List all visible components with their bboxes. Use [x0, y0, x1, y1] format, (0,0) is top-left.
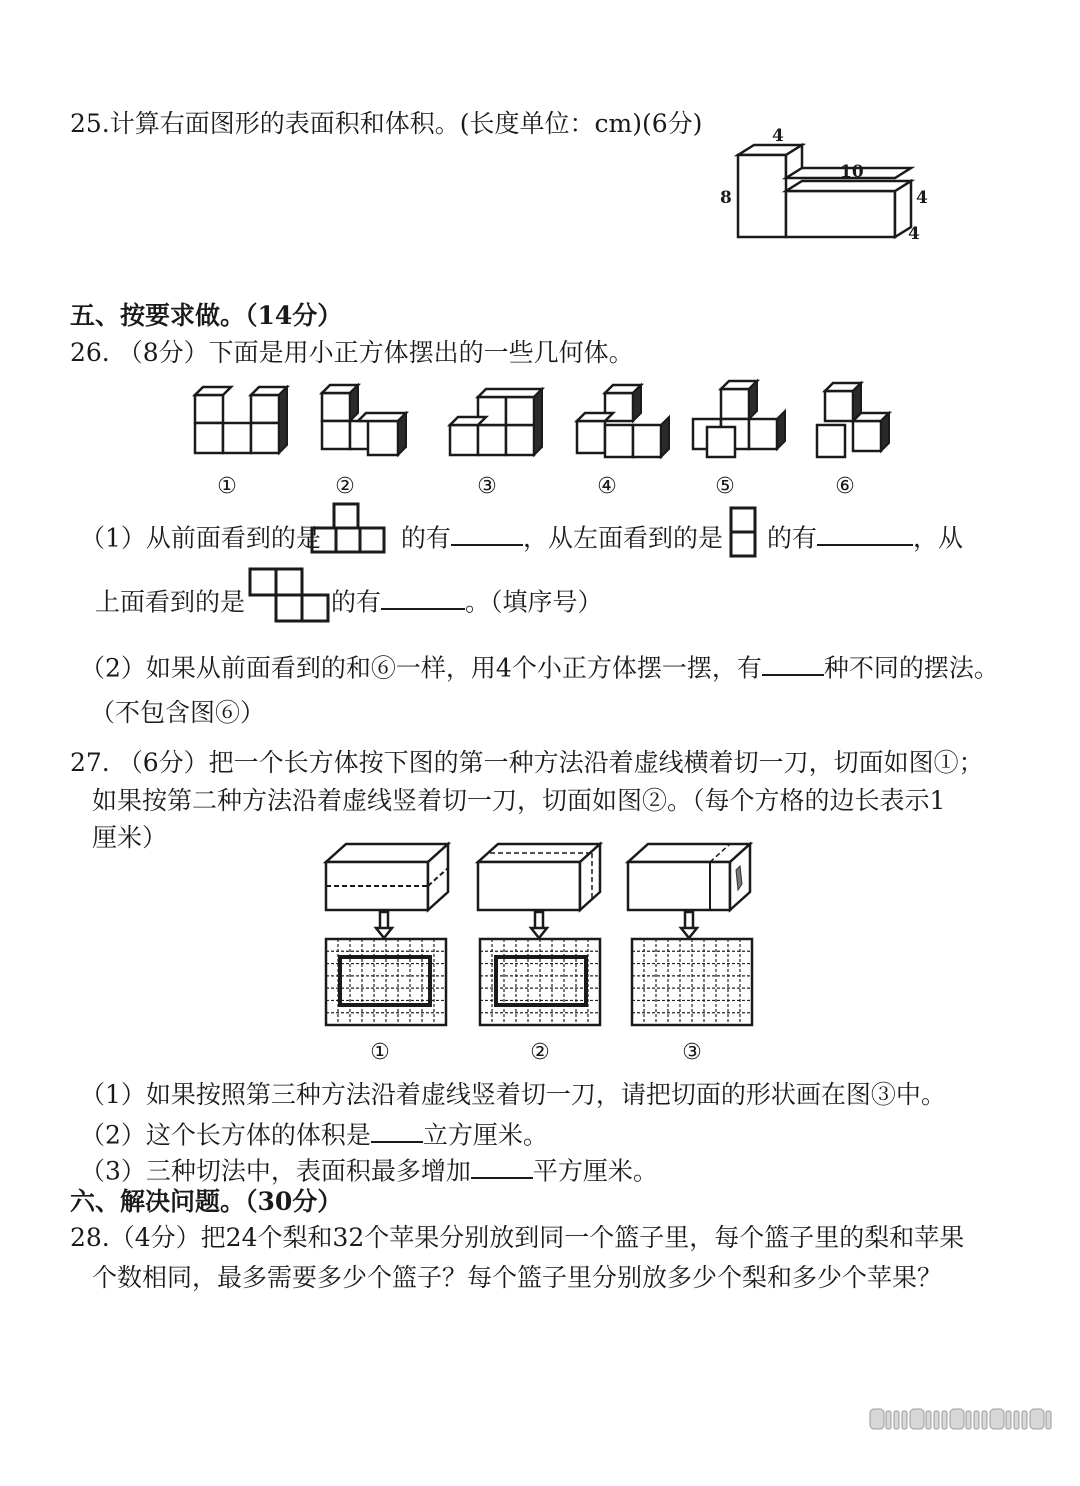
q27-label-2: ②: [530, 1040, 550, 1065]
q26-front-view-shape: [310, 500, 386, 556]
q26-solid-6: [817, 383, 889, 457]
q26-p1-line2: [95, 582, 603, 618]
q26-top-view-shape: [246, 566, 330, 624]
q26-answer-count[interactable]: [762, 648, 824, 676]
q27-line2: 如果按第二种方法沿着虚线竖着切一刀，切面如图②。（每个方格的边长表示1: [92, 786, 946, 815]
q27-arrow-2: [531, 912, 547, 938]
q25-dim-top: 4: [772, 126, 784, 146]
q26-solid-2: [322, 385, 406, 455]
q27-answer-area[interactable]: [471, 1151, 533, 1179]
q27-line3: 厘米）: [92, 823, 168, 852]
q27-p3-line: [80, 1151, 658, 1187]
q26-label-5: ⑤: [715, 474, 735, 499]
q27-figures: [318, 842, 763, 1067]
q27-p2-a: （2）这个长方体的体积是: [80, 1120, 371, 1150]
q27-label-1: ①: [370, 1040, 390, 1065]
q27-label-3: ③: [682, 1040, 702, 1065]
q26-p1-line1: [80, 518, 963, 554]
q26-left-view-shape: [728, 505, 758, 559]
q26-p1-e: ，从: [912, 523, 963, 553]
q27-p3-b: 平方厘米。: [532, 1156, 658, 1186]
q27-p2-line: [80, 1115, 548, 1151]
q25-dim-left: 8: [720, 188, 732, 208]
q27-p1: （1）如果按照第三种方法沿着虚线竖着切一刀，请把切面的形状画在图③中。: [80, 1080, 946, 1109]
q26-solid-4: [577, 385, 669, 457]
q27-arrow-1: [376, 912, 392, 938]
q25-text: 25.计算右面图形的表面积和体积。(长度单位：cm)(6分): [70, 109, 703, 138]
q27-grid-3: [632, 939, 752, 1025]
q27-line1: 27. （6分）把一个长方体按下图的第一种方法沿着虚线横着切一刀，切面如图①；: [70, 748, 984, 777]
q27-cut-face-2: [496, 957, 586, 1005]
section6-title: 六、解决问题。（30分）: [70, 1187, 343, 1216]
q26-p1-h: 。（填序号）: [465, 587, 603, 617]
q27-box-1: [326, 844, 448, 910]
q26-solids: [185, 375, 905, 505]
q26-answer-front[interactable]: [451, 518, 523, 546]
q26-p1-d: 的有: [766, 523, 817, 553]
q26-solid-5: [693, 381, 785, 457]
q27-cut-face-1: [340, 957, 430, 1005]
q25-dim-depth: 4: [908, 224, 920, 244]
q26-answer-top[interactable]: [381, 582, 465, 610]
q26-p2-note: （不包含图⑥）: [90, 698, 266, 727]
q26-p1-a: （1）从前面看到的是: [80, 523, 321, 553]
q26-answer-left[interactable]: [817, 518, 913, 546]
q26-p1-c: ，从左面看到的是: [522, 523, 723, 553]
q26-p2-line: [80, 648, 999, 684]
q26-p1-f: 上面看到的是: [95, 587, 246, 617]
q25-dim-length: 10: [840, 162, 864, 182]
q26-label-1: ①: [217, 474, 237, 499]
watermark-bars: [868, 1405, 1054, 1433]
q26-p1-g: 的有: [331, 587, 382, 617]
q26-label-3: ③: [477, 474, 497, 499]
q27-box-2: [478, 844, 600, 910]
q26-p2-a: （2）如果从前面看到的和⑥一样，用4个小正方体摆一摆，有: [80, 653, 762, 683]
q26-label-4: ④: [597, 474, 617, 499]
q27-box-3: [628, 844, 750, 910]
q27-answer-volume[interactable]: [371, 1115, 423, 1143]
q25-dim-height: 4: [916, 188, 928, 208]
q26-solid-3: [450, 389, 542, 455]
section5-title: 五、按要求做。（14分）: [70, 301, 343, 330]
q26-p1-b: 的有: [400, 523, 451, 553]
q25-figure: [710, 125, 930, 245]
q26-label-2: ②: [335, 474, 355, 499]
q27-p3-a: （3）三种切法中，表面积最多增加: [80, 1156, 471, 1186]
q27-p2-b: 立方厘米。: [422, 1120, 548, 1150]
q26-label-6: ⑥: [835, 474, 855, 499]
q28-line1: 28.（4分）把24个梨和32个苹果分别放到同一个篮子里，每个篮子里的梨和苹果: [70, 1223, 965, 1252]
q26-p2-b: 种不同的摆法。: [823, 653, 999, 683]
q27-arrow-3: [681, 912, 697, 938]
q26-intro: 26. （8分）下面是用小正方体摆出的一些几何体。: [70, 338, 634, 367]
q26-solid-1: [195, 387, 287, 453]
q28-line2: 个数相同，最多需要多少个篮子？每个篮子里分别放多少个梨和多少个苹果？: [92, 1263, 943, 1292]
